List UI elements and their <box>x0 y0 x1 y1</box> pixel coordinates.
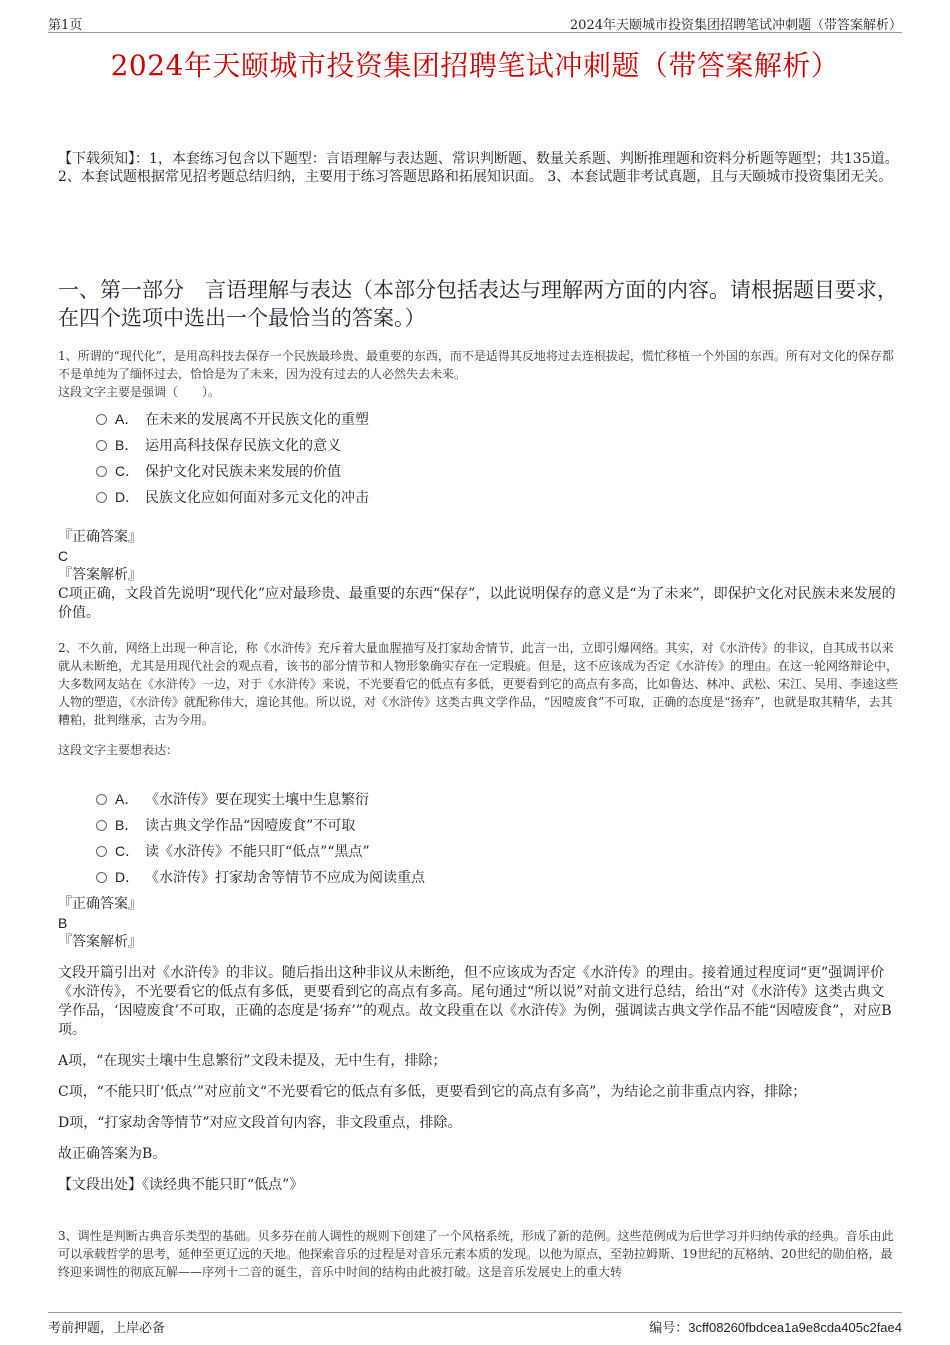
page-title: 2024年天颐城市投资集团招聘笔试冲刺题（带答案解析） <box>110 49 840 82</box>
footer-code <box>649 1317 902 1336</box>
source-note: 【文段出处】《读经典不能只盯“低点”》 <box>58 1177 304 1193</box>
page-header <box>48 12 902 33</box>
question-2-stem <box>58 639 898 759</box>
question-1-options <box>96 406 876 510</box>
answer-label: 『正确答案』 <box>58 896 142 912</box>
download-notice: 【下载须知】：1，本套练习包含以下题型：言语理解与表达题、常识判断题、数量关系题、判断推理题和资料分析题等题型；共135道。 2、本套试题根据常见招考题总结归纳，主要用于练习答题思路和拓展知识面。 3、本套试题非考试真题，且与天颐城市投资集团无关。 <box>58 151 899 185</box>
option-text: 运用高科技保存民族文化的意义 <box>145 438 341 454</box>
radio-icon[interactable] <box>96 414 107 425</box>
answer-label: 『正确答案』 <box>58 529 142 545</box>
option-text: 《水浒传》要在现实土壤中生息繁衍 <box>145 792 369 808</box>
question-3-text: 3、调性是判断古典音乐类型的基础。贝多芬在前人调性的规则下创建了一个风格系统，形成了新的范例。这些范例成为后世学习并归纳传承的经典。音乐由此可以承载哲学的思考，延伸至更辽远的天地。他探索音乐的过程是对音乐元素本质的发现。以他为原点，至勃拉姆斯、19世纪的瓦格纳、20世纪的勋伯格，最终迎来调性的彻底瓦解——序列十二音的诞生，音乐中时间的结构由此被打破。这是音乐发展史上的重大转 <box>58 1229 894 1279</box>
page-footer <box>48 1312 902 1335</box>
radio-icon[interactable] <box>96 466 107 477</box>
analysis-label: 『答案解析』 <box>58 567 142 583</box>
page-number: 第1页 <box>48 18 83 33</box>
radio-icon[interactable] <box>96 794 107 805</box>
question-2-ask: 这段文字主要想表达： <box>58 743 179 757</box>
option-text: 读古典文学作品“因噎废食”不可取 <box>145 818 356 834</box>
question-1-stem <box>58 347 898 401</box>
option-text: 民族文化应如何面对多元文化的冲击 <box>145 490 369 506</box>
radio-icon[interactable] <box>96 846 107 857</box>
answer-value: C <box>58 548 69 564</box>
answer-value: B <box>58 915 68 931</box>
question-1-text: 1、所谓的“现代化”，是用高科技去保存一个民族最珍贵、最重要的东西，而不是适得其反地将过去连根拔起，慌忙移植一个外国的东西。所有对文化的保存都不是单纯为了缅怀过去，恰恰是为了未来，因为没有过去的人必然失去未来。 <box>58 349 894 381</box>
option-text: 读《水浒传》不能只盯“低点”“黑点” <box>145 844 370 860</box>
option-c[interactable]: C． 保护文化对民族未来发展的价值 <box>96 458 876 484</box>
radio-icon[interactable] <box>96 492 107 503</box>
option-c-note: C项，“不能只盯‘低点’”对应前文“不光要看它的低点有多低，更要看到它的高点有多高”，为结论之前非重点内容，排除； <box>58 1084 807 1100</box>
question-2-options <box>96 786 876 890</box>
option-b[interactable]: B． 读古典文学作品“因噎废食”不可取 <box>96 812 876 838</box>
analysis-label: 『答案解析』 <box>58 934 142 950</box>
analysis-text: 文段开篇引出对《水浒传》的非议。随后指出这种非议从未断绝，但不应该成为否定《水浒传》的理由。接着通过程度词“更”强调评价《水浒传》，不光要看它的低点有多低，更要看到它的高点有多高。尾句通过“所以说”对前文进行总结，给出“对《水浒传》这类古典文学作品，‘因噎废食’不可取，正确的态度是‘扬弃’”的观点。故文段重在以《水浒传》为例，强调读古典文学作品不能“因噎废食”，对应B项。 <box>58 965 892 1038</box>
footer-slogan: 考前押题，上岸必备 <box>48 1321 166 1336</box>
analysis-text: C项正确，文段首先说明“现代化”应对最珍贵、最重要的东西“保存”，以此说明保存的意义是“为了未来”，即保护文化对民族未来发展的价值。 <box>58 586 896 621</box>
option-text: 在未来的发展离不开民族文化的重塑 <box>145 412 369 428</box>
option-c[interactable]: C． 读《水浒传》不能只盯“低点”“黑点” <box>96 838 876 864</box>
option-a[interactable]: A． 《水浒传》要在现实土壤中生息繁衍 <box>96 786 876 812</box>
option-b[interactable]: B． 运用高科技保存民族文化的意义 <box>96 432 876 458</box>
option-a[interactable]: A． 在未来的发展离不开民族文化的重塑 <box>96 406 876 432</box>
option-text: 保护文化对民族未来发展的价值 <box>145 464 341 480</box>
question-2-text: 2、不久前，网络上出现一种言论，称《水浒传》充斥着大量血腥描写及打家劫舍情节，此言一出，立即引爆网络。其实，对《水浒传》的非议，自其成书以来就从未断绝，尤其是用现代社会的观点看，该书的部分情节和人物形象确实存在一定瑕疵。但是，这不应该成为否定《水浒传》的理由。在这一轮网络辩论中，大多数网友站在《水浒传》一边，对于《水浒传》来说，不光要看它的低点有多低，更要看到它的高点有多高，比如鲁达、林冲、武松、宋江、吴用、李逵这些人物的塑造，《水浒传》就配称伟大，遑论其他。所以说，对《水浒传》这类古典文学作品，“因噎废食”不可取，正确的态度是“扬弃”，也就是取其精华，去其糟粕，批判继承，古为今用。 <box>58 641 899 727</box>
question-1-ask: 这段文字主要是强调（ ）。 <box>58 385 221 399</box>
question-1-answer <box>58 528 898 623</box>
conclusion: 故正确答案为B。 <box>58 1146 167 1162</box>
option-a-note: A项，“在现实土壤中生息繁衍”文段未提及，无中生有，排除； <box>58 1053 447 1069</box>
option-d[interactable]: D． 民族文化应如何面对多元文化的冲击 <box>96 484 876 510</box>
radio-icon[interactable] <box>96 820 107 831</box>
question-2-answer <box>58 895 898 1195</box>
radio-icon[interactable] <box>96 872 107 883</box>
question-3-stem <box>58 1227 898 1281</box>
option-d[interactable]: D． 《水浒传》打家劫舍等情节不应成为阅读重点 <box>96 864 876 890</box>
option-text: 《水浒传》打家劫舍等情节不应成为阅读重点 <box>145 870 425 886</box>
code-label: 编号： <box>649 1320 689 1335</box>
section-heading: 一、第一部分 言语理解与表达（本部分包括表达与理解两方面的内容。请根据题目要求，在四个选项中选出一个最恰当的答案。） <box>58 278 898 330</box>
option-d-note: D项，“打家劫舍等情节”对应文段首句内容，非文段重点，排除。 <box>58 1115 462 1131</box>
code-value: 3cff08260fbdcea1a9e8cda405c2fae4 <box>688 1320 902 1335</box>
radio-icon[interactable] <box>96 440 107 451</box>
header-doc-title: 2024年天颐城市投资集团招聘笔试冲刺题（带答案解析） <box>569 18 902 33</box>
